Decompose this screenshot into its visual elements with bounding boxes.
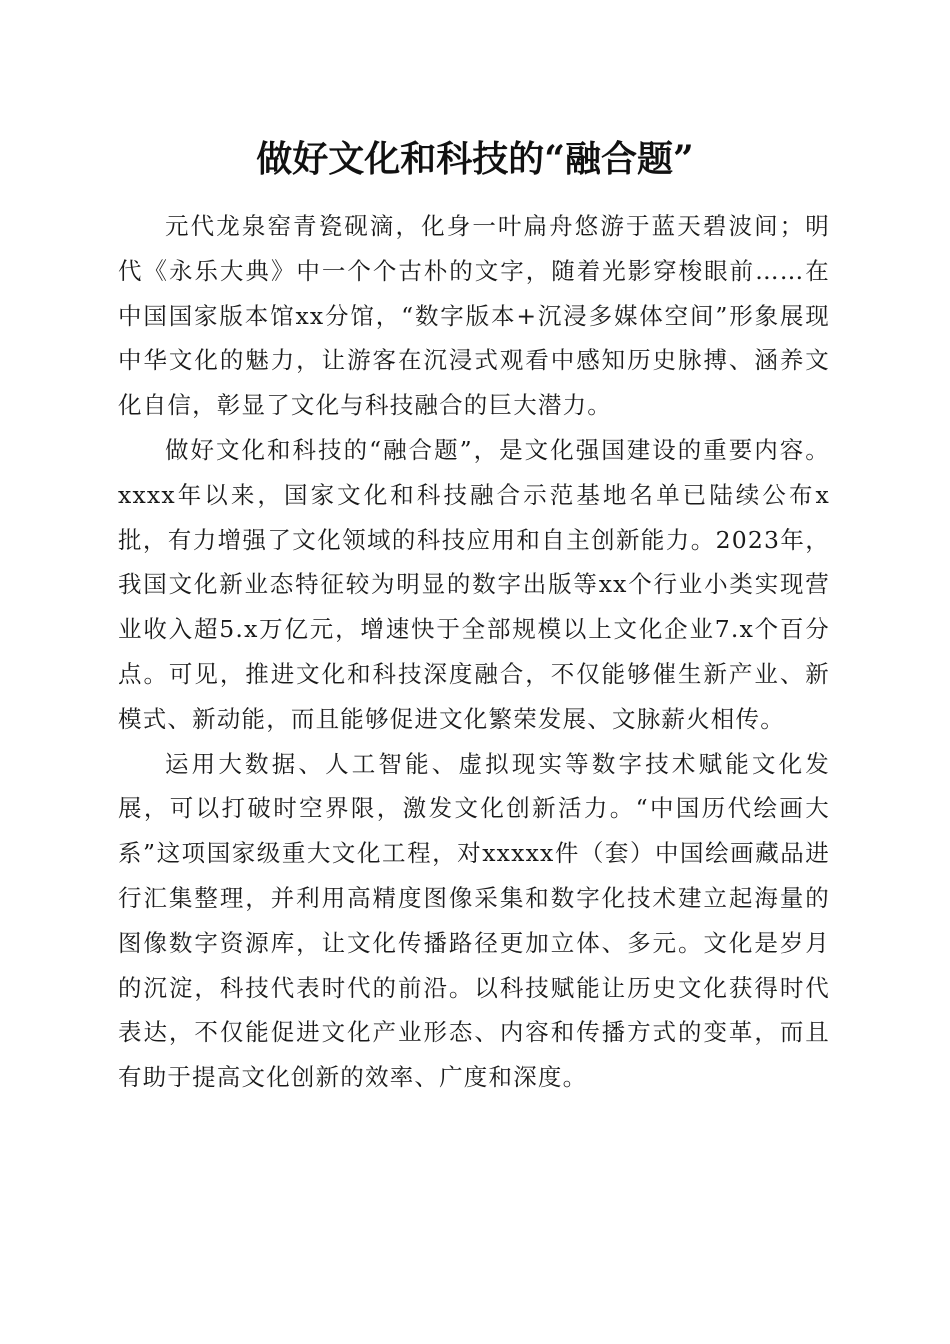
paragraph-3: 运用大数据、人工智能、虚拟现实等数字技术赋能文化发展，可以打破时空界限，激发文化创新活力。“中国历代绘画大系”这项国家级重大文化工程，对xxxxx件（套）中国绘画藏品进行汇集整理，并利用高精度图像采集和数字化技术建立起海量的图像数字资源库，让文化传播路径更加立体、多元。文化是岁月的沉淀，科技代表时代的前沿。以科技赋能让历史文化获得时代表达，不仅能促进文化产业形态、内容和传播方式的变革，而且有助于提高文化创新的效率、广度和深度。 [118, 749, 830, 1092]
document-body [118, 204, 830, 1100]
document-title: 做好文化和科技的“融合题” [256, 138, 694, 180]
paragraph-2: 做好文化和科技的“融合题”，是文化强国建设的重要内容。xxxx年以来，国家文化和科技融合示范基地名单已陆续公布x批，有力增强了文化领域的科技应用和自主创新能力。2023年，我国文化新业态特征较为明显的数字出版等xx个行业小类实现营业收入超5.x万亿元，增速快于全部规模以上文化企业7.x个百分点。可见，推进文化和科技深度融合，不仅能够催生新产业、新模式、新动能，而且能够促进文化繁荣发展、文脉薪火相传。 [118, 435, 830, 733]
paragraph-1: 元代龙泉窑青瓷砚滴，化身一叶扁舟悠游于蓝天碧波间；明代《永乐大典》中一个个古朴的文字，随着光影穿梭眼前……在中国国家版本馆xx分馆，“数字版本+沉浸多媒体空间”形象展现中华文化的魅力，让游客在沉浸式观看中感知历史脉搏、涵养文化自信，彰显了文化与科技融合的巨大潜力。 [118, 212, 830, 420]
